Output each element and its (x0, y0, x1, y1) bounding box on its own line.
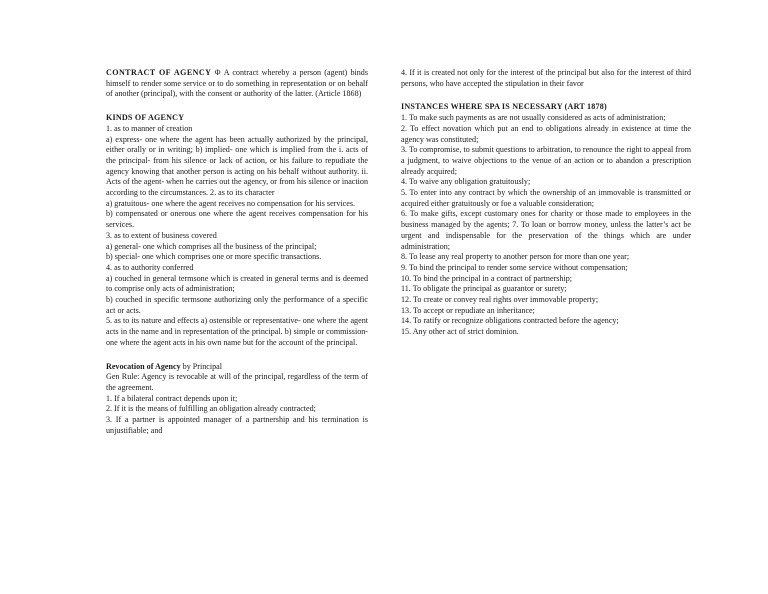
intro-text: A contract whereby a person (agent) binds himself to render some service or to do something in representation or on behalf of another (principal), with the consent or authority of the latter. (Article 1868) (106, 68, 368, 99)
revocation-title: Revocation of Agency (106, 361, 181, 371)
revocation-suffix: by Principal (180, 361, 223, 371)
spa-line: 10. To bind the principal in a contract of partnership; (401, 273, 573, 283)
revocation-line: 1. If a bilateral contract depends upon it; (106, 393, 238, 403)
kinds-line: a) general- one which comprises all the business of the principal; (106, 241, 317, 251)
intro-paragraph (106, 68, 368, 100)
spa-line: 12. To create or convey real rights over immovable property; (401, 295, 599, 305)
spa-line: 5. To enter into any contract by which the ownership of an immovable is transmitted or acquired either gratuitously or foe a valuable consideration; (401, 188, 691, 208)
kinds-line: a) express- one where the agent has been actually authorized by the principal, either orally or in writing; b) implied- one which is implied from the i. acts of the principal- from his silence or lack of action, or his failure to repudiate the agency knowing that another person is acting on his behalf without authority. ii. Acts of the agent- when he carries out the agency, or from his silence or inaction according to the circumstances. 2. as to its character (106, 134, 368, 198)
phi-symbol: Φ (214, 68, 221, 77)
kinds-line: 5. as to its nature and effects a) ostensible or representative- one where the agent acts in the name and in representation of the principal. b) simple or commission- one where the agent acts in his own name but for the account of the principal. (106, 316, 368, 347)
revocation-heading (106, 362, 368, 373)
kinds-heading: KINDS OF AGENCY (106, 113, 185, 123)
spa-line: 1. To make such payments as are not usually considered as acts of administration; (401, 113, 666, 123)
intro-title: CONTRACT OF AGENCY (106, 68, 212, 77)
left-column (106, 68, 368, 437)
kinds-line: 3. as to extent of business covered (106, 230, 217, 240)
kinds-line: a) gratuitous- one where the agent receives no compensation for his services. (106, 198, 356, 208)
revocation-line: 2. If it is the means of fulfilling an obligation already contracted; (106, 404, 316, 414)
kinds-line: 4. as to authority conferred (106, 262, 194, 272)
right-column (401, 68, 691, 338)
spa-line: 4. To waive any obligation gratuitously; (401, 177, 531, 187)
spa-line: 3. To compromise, to submit questions to arbitration, to renounce the right to appeal from a judgment, to waive objections to the venue of an action or to abandon a prescription already acquired; (401, 145, 691, 176)
revocation-line: 3. If a partner is appointed manager of a partnership and his termination is unjustifiable; and (106, 415, 368, 435)
spacer (106, 100, 368, 113)
spa-line: 14. To ratify or recognize obligations contracted before the agency; (401, 316, 619, 326)
kinds-line: b) compensated or onerous one where the agent receives compensation for his services. (106, 209, 368, 230)
spa-line: 8. To lease any real property to another person for more than one year; (401, 252, 630, 262)
kinds-line: 1. as to manner of creation (106, 123, 193, 133)
spa-heading: INSTANCES WHERE SPA IS NECESSARY (ART 1878) (401, 102, 607, 112)
spa-line: 15. Any other act of strict dominion. (401, 327, 519, 337)
spa-line: 11. To obligate the principal as guarantor or surety; (401, 284, 567, 294)
spacer (401, 89, 691, 102)
kinds-line: b) couched in specific termsone authorizing only the performance of a specific act or acts. (106, 295, 368, 315)
kinds-line: b) special- one which comprises one or more specific transactions. (106, 252, 322, 262)
revocation-continuation: 4. If it is created not only for the interest of the principal but also for the interest of third persons, who have accepted the stipulation in their favor (401, 68, 691, 88)
revocation-line: Gen Rule: Agency is revocable at will of the principal, regardless of the term of the agreement. (106, 372, 368, 392)
spa-line: 6. To make gifts, except customary ones for charity or those made to employees in the business managed by the agents; 7. To loan or borrow money, unless the latter’s act be urgent and indispensable for the preservation of the things which are under administration; (401, 209, 691, 251)
spa-line: 13. To accept or repudiate an inheritance; (401, 305, 535, 315)
spa-line: 9. To bind the principal to render some service without compensation; (401, 262, 628, 272)
spacer (106, 349, 368, 362)
kinds-line: a) couched in general termsone which is created in general terms and is deemed to comprise only acts of administration; (106, 273, 368, 294)
spa-line: 2. To effect novation which put an end to obligations already in existence at time the agency was constituted; (401, 123, 691, 144)
